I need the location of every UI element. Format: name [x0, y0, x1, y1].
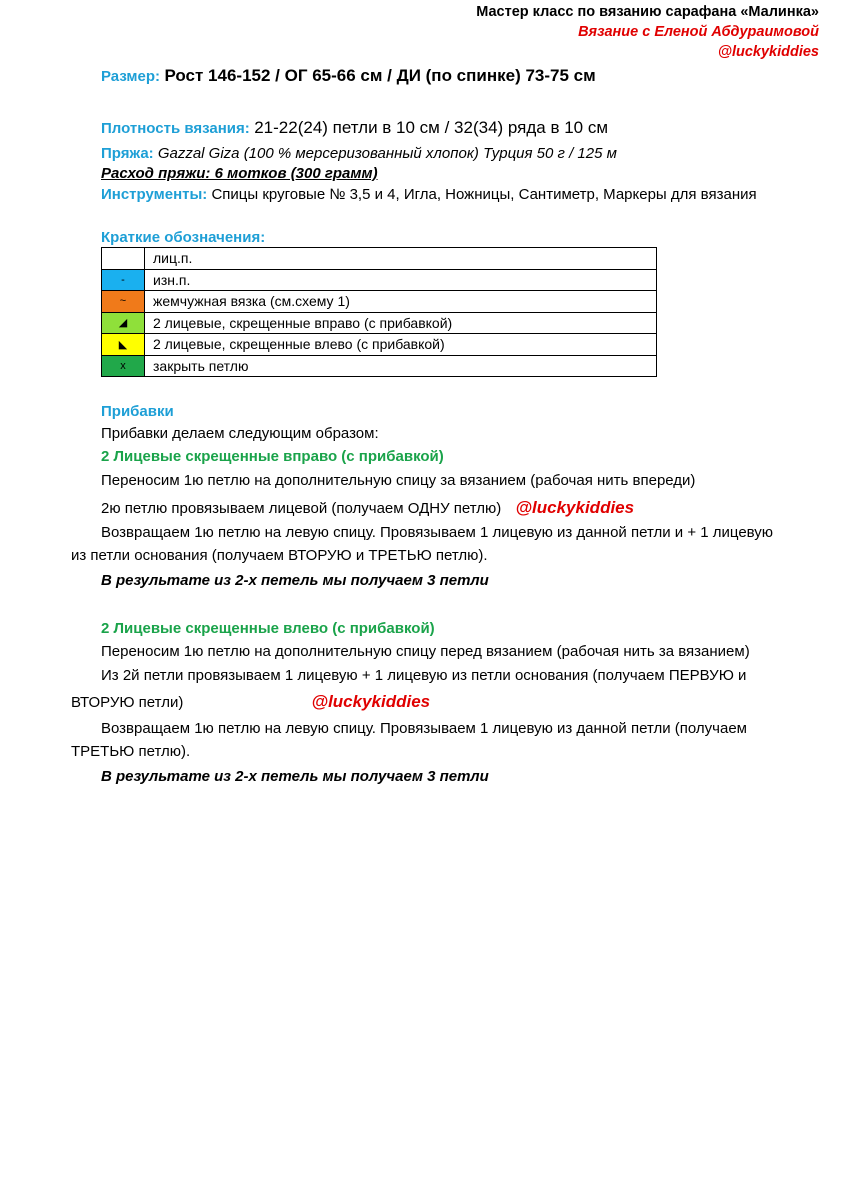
- right-cross-handle: @luckykiddies: [515, 498, 635, 517]
- yarn-line: [101, 145, 617, 162]
- tools-label: Инструменты:: [101, 186, 208, 203]
- right-cross-result: В результате из 2-х петель мы получаем 3 петли: [101, 572, 489, 589]
- density-line: [101, 118, 608, 138]
- yarn-label: Пряжа:: [101, 145, 154, 162]
- legend-symbol-cell: ◣: [102, 334, 145, 356]
- legend-description: жемчужная вязка (см.схему 1): [145, 291, 657, 313]
- increases-title: Прибавки: [101, 403, 174, 420]
- left-cross-step2b-text: ВТОРУЮ петли): [71, 694, 184, 711]
- right-cross-step2-text: 2ю петлю провязываем лицевой (получаем ОДНУ петлю): [101, 500, 502, 517]
- right-cross-step1: Переносим 1ю петлю на дополнительную спицу за вязанием (рабочая нить впереди): [101, 472, 696, 489]
- legend-row: [102, 355, 657, 377]
- yarn-value: Gazzal Giza (100 % мерсеризованный хлопок) Турция 50 г / 125 м: [157, 145, 617, 162]
- right-cross-step3b: из петли основания (получаем ВТОРУЮ и ТРЕТЬЮ петлю).: [71, 547, 488, 564]
- author-line: Вязание с Еленой Абдураимовой: [578, 24, 819, 40]
- legend-symbol-cell: -: [102, 269, 145, 291]
- yarn-consumption: Расход пряжи: 6 мотков (300 грамм): [101, 165, 378, 182]
- increases-intro: Прибавки делаем следующим образом:: [101, 425, 379, 442]
- legend-description: изн.п.: [145, 269, 657, 291]
- legend-symbol-cell: ◢: [102, 312, 145, 334]
- legend-title: Краткие обозначения:: [101, 229, 266, 246]
- left-cross-step2b: [71, 692, 430, 712]
- legend-symbol-cell: ~: [102, 291, 145, 313]
- legend-table: [101, 247, 657, 377]
- legend-description: лиц.п.: [145, 248, 657, 270]
- legend-row: [102, 312, 657, 334]
- legend-symbol-cell: x: [102, 355, 145, 377]
- legend-description: 2 лицевые, скрещенные влево (с прибавкой): [145, 334, 657, 356]
- left-cross-step1: Переносим 1ю петлю на дополнительную спицу перед вязанием (рабочая нить за вязанием): [101, 643, 750, 660]
- density-label: Плотность вязания:: [101, 120, 250, 137]
- right-cross-step2: [101, 498, 634, 518]
- size-label: Размер:: [101, 68, 161, 85]
- legend-row: [102, 269, 657, 291]
- tools-line: [101, 186, 757, 203]
- right-cross-step3a: Возвращаем 1ю петлю на левую спицу. Провязываем 1 лицевую из данной петли и + 1 лицевую: [101, 524, 774, 541]
- legend-description: 2 лицевые, скрещенные вправо (с прибавкой): [145, 312, 657, 334]
- left-cross-step3b: ТРЕТЬЮ петлю).: [71, 743, 191, 760]
- header-handle: @luckykiddies: [717, 44, 819, 60]
- legend-symbol-cell: [102, 248, 145, 270]
- document-title: Мастер класс по вязанию сарафана «Малинка»: [476, 4, 819, 20]
- tools-value: Спицы круговые № 3,5 и 4, Игла, Ножницы, Сантиметр, Маркеры для вязания: [211, 186, 757, 203]
- right-cross-title: 2 Лицевые скрещенные вправо (с прибавкой): [101, 448, 444, 465]
- left-cross-step3a: Возвращаем 1ю петлю на левую спицу. Провязываем 1 лицевую из данной петли (получаем: [101, 720, 747, 737]
- legend-description: закрыть петлю: [145, 355, 657, 377]
- legend-row: [102, 291, 657, 313]
- left-cross-step2a: Из 2й петли провязываем 1 лицевую + 1 лицевую из петли основания (получаем ПЕРВУЮ и: [101, 667, 747, 684]
- left-cross-result: В результате из 2-х петель мы получаем 3 петли: [101, 768, 489, 785]
- left-cross-handle: @luckykiddies: [311, 692, 431, 711]
- left-cross-title: 2 Лицевые скрещенные влево (с прибавкой): [101, 620, 435, 637]
- legend-row: [102, 248, 657, 270]
- legend-row: [102, 334, 657, 356]
- size-value: Рост 146-152 / ОГ 65-66 см / ДИ (по спинке) 73-75 см: [164, 66, 596, 85]
- size-line: [101, 66, 596, 86]
- density-value: 21-22(24) петли в 10 см / 32(34) ряда в 10 см: [254, 118, 609, 137]
